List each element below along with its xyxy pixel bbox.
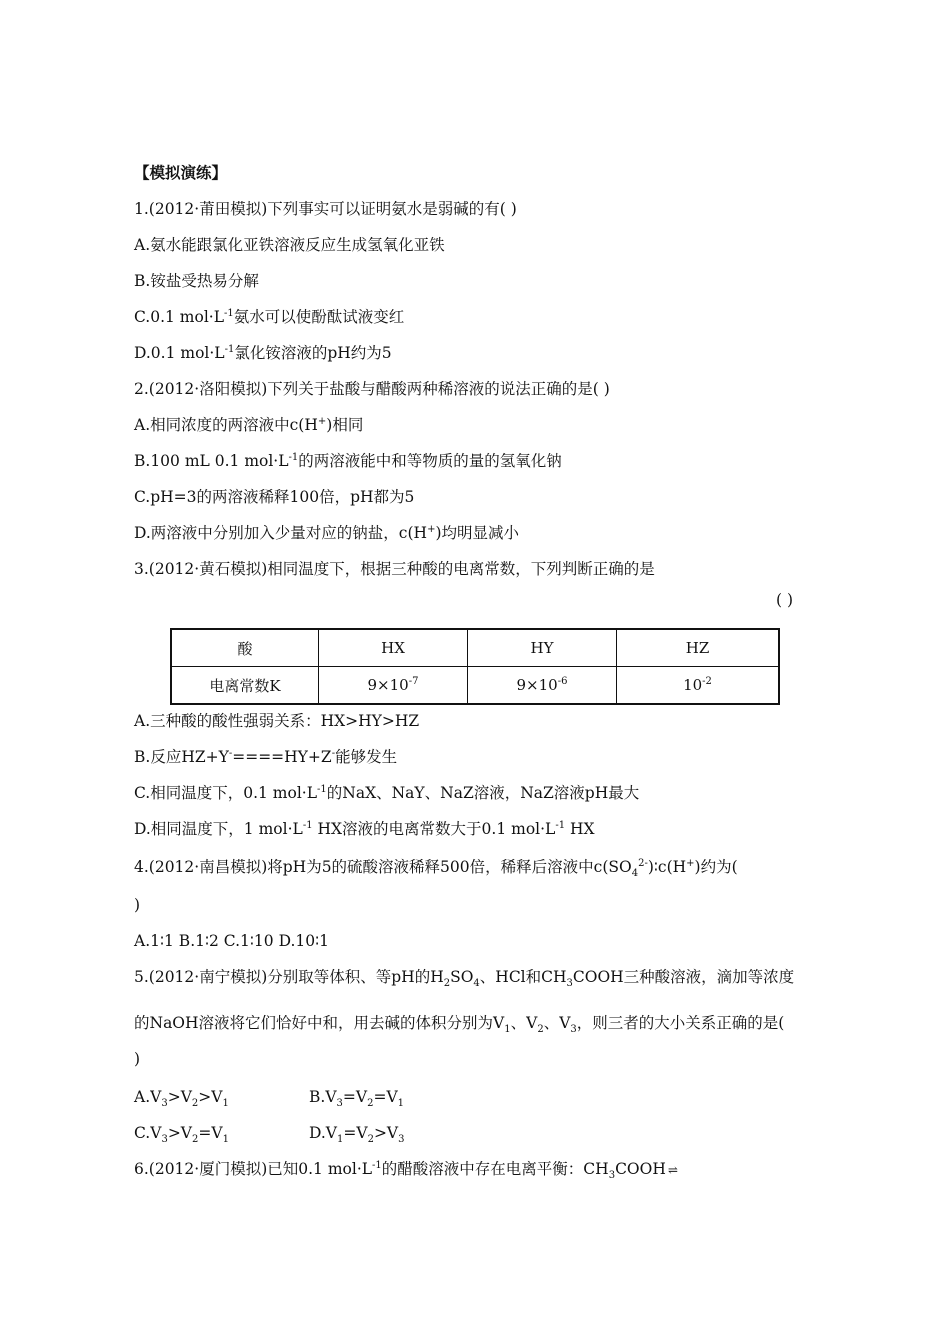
q3-option-b: B.反应HZ+Y-====HY+Z-能够发生 [134, 747, 398, 766]
table-header-row [171, 629, 779, 667]
q4-options: A.1∶1 B.1∶2 C.1∶10 D.10∶1 [134, 932, 330, 950]
q5-option-c: $C.V_3>V_2=V_1$ [134, 1124, 229, 1146]
q3-stem: 3.(2012·黄石模拟)相同温度下，根据三种酸的电离常数，下列判断正确的是 [134, 560, 655, 578]
q3-option-c: C.相同温度下，0.1 $mol\cdot L^{-1}$的NaX、NaY、NaZ溶液，NaZ溶液pH最大 [134, 783, 640, 802]
q1-stem: 1.(2012·莆田模拟)下列事实可以证明氨水是弱碱的有( ) [134, 200, 517, 218]
table-cell: $9\times 10^{-6}$ [468, 667, 617, 705]
q2-stem: 2.(2012·洛阳模拟)下列关于盐酸与醋酸两种稀溶液的说法正确的是( ) [134, 380, 610, 398]
q5-option-b: $B.V_3=V_2=V_1$ [309, 1088, 405, 1110]
table-cell: $10^{-2}$ [617, 667, 780, 705]
q5-stem-line3: ) [134, 1050, 141, 1068]
table-header-cell: HX [319, 629, 468, 667]
table-row-label: 电离常数K [171, 667, 319, 705]
ionization-constant-table [170, 628, 780, 705]
equilibrium-arrow-icon: ⇌ [667, 1163, 678, 1177]
table-row [171, 667, 779, 705]
q3-option-d: D.相同温度下，1 $mol\cdot L^{-1}$ HX溶液的电离常数大于0.1 $mol\cdot L^{-1}$ HX [134, 819, 595, 838]
q5-stem-line1: 5.(2012·南宁模拟)分别取等体积、等pH的$H_2SO_4$、HCl和$CH_3COOH$三种酸溶液，滴加等浓度 [134, 968, 795, 990]
q2-option-d: D.两溶液中分别加入少量对应的钠盐，c(H+)均明显减小 [134, 523, 520, 542]
q5-option-d: $D.V_1=V_2>V_3$ [309, 1124, 405, 1146]
q5-option-a: $A.V_3>V_2>V_1$ [134, 1088, 229, 1110]
q4-stem: 4.(2012·南昌模拟)将pH为5的硫酸溶液稀释500倍，稀释后溶液中$c(SO_4^{2-})∶c(H^+)$约为( [134, 857, 738, 880]
table-header-cell: 酸 [171, 629, 319, 667]
q5-stem-line2: 的NaOH溶液将它们恰好中和，用去碱的体积分别为$V_1$、$V_2$、$V_3$，则三者的大小关系正确的是( [134, 1014, 785, 1036]
q2-option-a: A.相同浓度的两溶液中c(H+)相同 [134, 415, 364, 434]
q2-option-b: B.100 mL 0.1 $mol\cdot L^{-1}$的两溶液能中和等物质的量的氢氧化钠 [134, 451, 562, 470]
table-header-cell: HZ [617, 629, 780, 667]
q3-answer-paren: ( ) [776, 591, 794, 609]
table-cell: $9\times 10^{-7}$ [319, 667, 468, 705]
q3-option-a: A.三种酸的酸性强弱关系：HX>HY>HZ [134, 712, 420, 730]
q1-option-a: A.氨水能跟氯化亚铁溶液反应生成氢氧化亚铁 [134, 236, 445, 254]
q1-option-d: D.0.1 $mol\cdot L^{-1}$氯化铵溶液的pH约为5 [134, 343, 392, 362]
q2-option-c: C.pH=3的两溶液稀释100倍，pH都为5 [134, 488, 415, 506]
section-heading: 【模拟演练】 [134, 163, 228, 182]
q6-stem: 6.(2012·厦门模拟)已知0.1 $mol\cdot L^{-1}$的醋酸溶液中存在电离平衡：$CH_3COOH$ ⇌ [134, 1159, 678, 1182]
q4-stem-continued: ) [134, 896, 141, 914]
q1-option-c: C.0.1 $mol\cdot L^{-1}$氨水可以使酚酞试液变红 [134, 307, 405, 326]
table-header-cell: HY [468, 629, 617, 667]
q1-option-b: B.铵盐受热易分解 [134, 272, 259, 290]
